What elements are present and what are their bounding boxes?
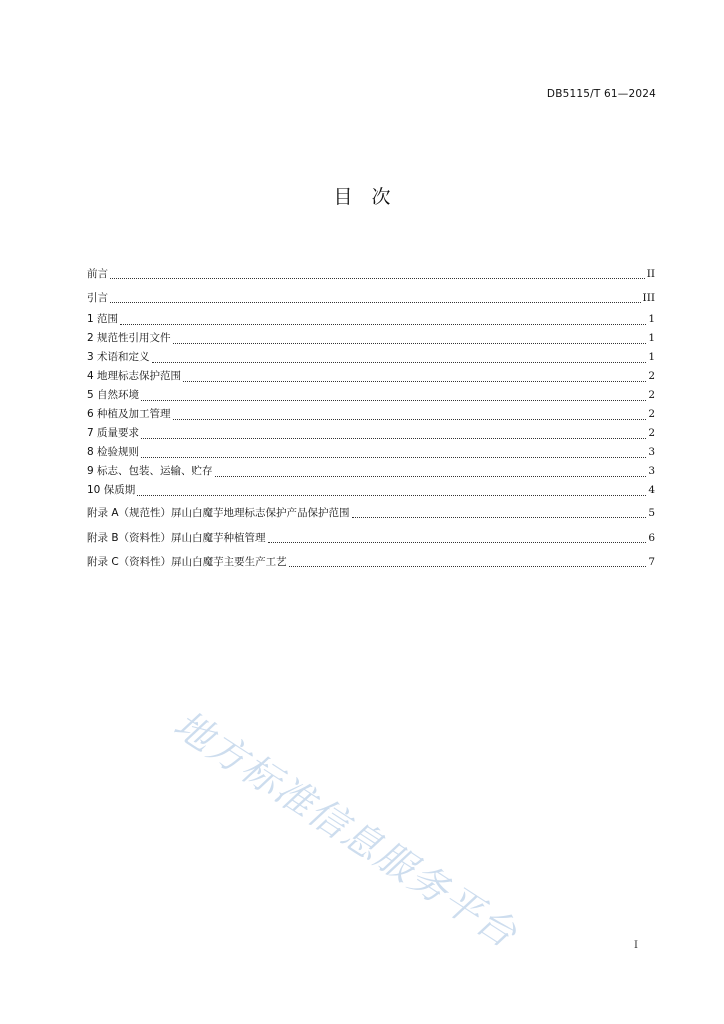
toc-entry[interactable] (87, 262, 655, 286)
toc-leader-dots (110, 277, 645, 279)
toc-entry[interactable] (87, 443, 655, 462)
toc-entry-label: 附录 C（资料性）屏山白魔芋主要生产工艺 (87, 556, 287, 568)
toc-entry-label: 7 质量要求 (87, 427, 140, 439)
toc-entry-page: 2 (648, 389, 655, 401)
toc-entry-page: 5 (648, 507, 655, 519)
toc-entry-page: 2 (648, 427, 655, 439)
toc-entry-page: 1 (648, 313, 655, 325)
toc-leader-dots (173, 418, 647, 420)
toc-entry-label: 2 规范性引用文件 (87, 332, 171, 344)
toc-entry[interactable] (87, 500, 655, 526)
toc-entry-page: 1 (648, 332, 655, 344)
toc-entry[interactable] (87, 386, 655, 405)
toc-leader-dots (289, 565, 647, 567)
toc-entry[interactable] (87, 550, 655, 574)
toc-leader-dots (141, 399, 646, 401)
toc-entry[interactable] (87, 310, 655, 329)
toc-entry-page: 4 (648, 484, 655, 496)
toc-title: 目 次 (333, 186, 391, 208)
toc-leader-dots (141, 437, 646, 439)
toc-list (87, 262, 655, 574)
toc-leader-dots (137, 494, 646, 496)
toc-entry-label: 10 保质期 (87, 484, 136, 496)
toc-entry[interactable] (87, 405, 655, 424)
toc-leader-dots (120, 323, 646, 325)
toc-entry-label: 4 地理标志保护范围 (87, 370, 182, 382)
toc-entry-page: II (646, 268, 655, 280)
document-code: DB5115/T 61—2024 (546, 88, 656, 100)
toc-entry-label: 1 范围 (87, 313, 119, 325)
toc-leader-dots (268, 541, 647, 543)
toc-entry-page: 6 (648, 532, 655, 544)
toc-entry-label: 8 检验规则 (87, 446, 140, 458)
toc-entry-page: III (642, 292, 655, 304)
toc-entry-page: 7 (648, 556, 655, 568)
toc-entry-label: 前言 (87, 268, 108, 280)
toc-leader-dots (152, 361, 647, 363)
toc-entry-page: 3 (648, 446, 655, 458)
toc-entry-label: 9 标志、包装、运输、贮存 (87, 465, 213, 477)
toc-entry[interactable] (87, 424, 655, 443)
toc-entry-label: 附录 B（资料性）屏山白魔芋种植管理 (87, 532, 266, 544)
toc-entry-label: 5 自然环境 (87, 389, 140, 401)
toc-entry[interactable] (87, 286, 655, 310)
toc-entry-page: 2 (648, 370, 655, 382)
toc-leader-dots (173, 342, 647, 344)
watermark: 地方标准信息服务平台 (166, 701, 526, 957)
toc-entry-label: 引言 (87, 292, 108, 304)
page-number: I (634, 940, 638, 951)
toc-entry[interactable] (87, 462, 655, 481)
toc-entry-label: 3 术语和定义 (87, 351, 150, 363)
toc-entry[interactable] (87, 329, 655, 348)
toc-leader-dots (183, 380, 646, 382)
toc-leader-dots (215, 475, 647, 477)
toc-entry[interactable] (87, 348, 655, 367)
toc-entry-page: 1 (648, 351, 655, 363)
toc-leader-dots (352, 516, 647, 518)
toc-entry[interactable] (87, 481, 655, 500)
toc-entry-page: 2 (648, 408, 655, 420)
toc-entry[interactable] (87, 526, 655, 550)
toc-entry-label: 6 种植及加工管理 (87, 408, 171, 420)
toc-entry-label: 附录 A（规范性）屏山白魔芋地理标志保护产品保护范围 (87, 507, 350, 519)
toc-entry[interactable] (87, 367, 655, 386)
toc-leader-dots (141, 456, 646, 458)
toc-leader-dots (110, 301, 641, 303)
toc-entry-page: 3 (648, 465, 655, 477)
